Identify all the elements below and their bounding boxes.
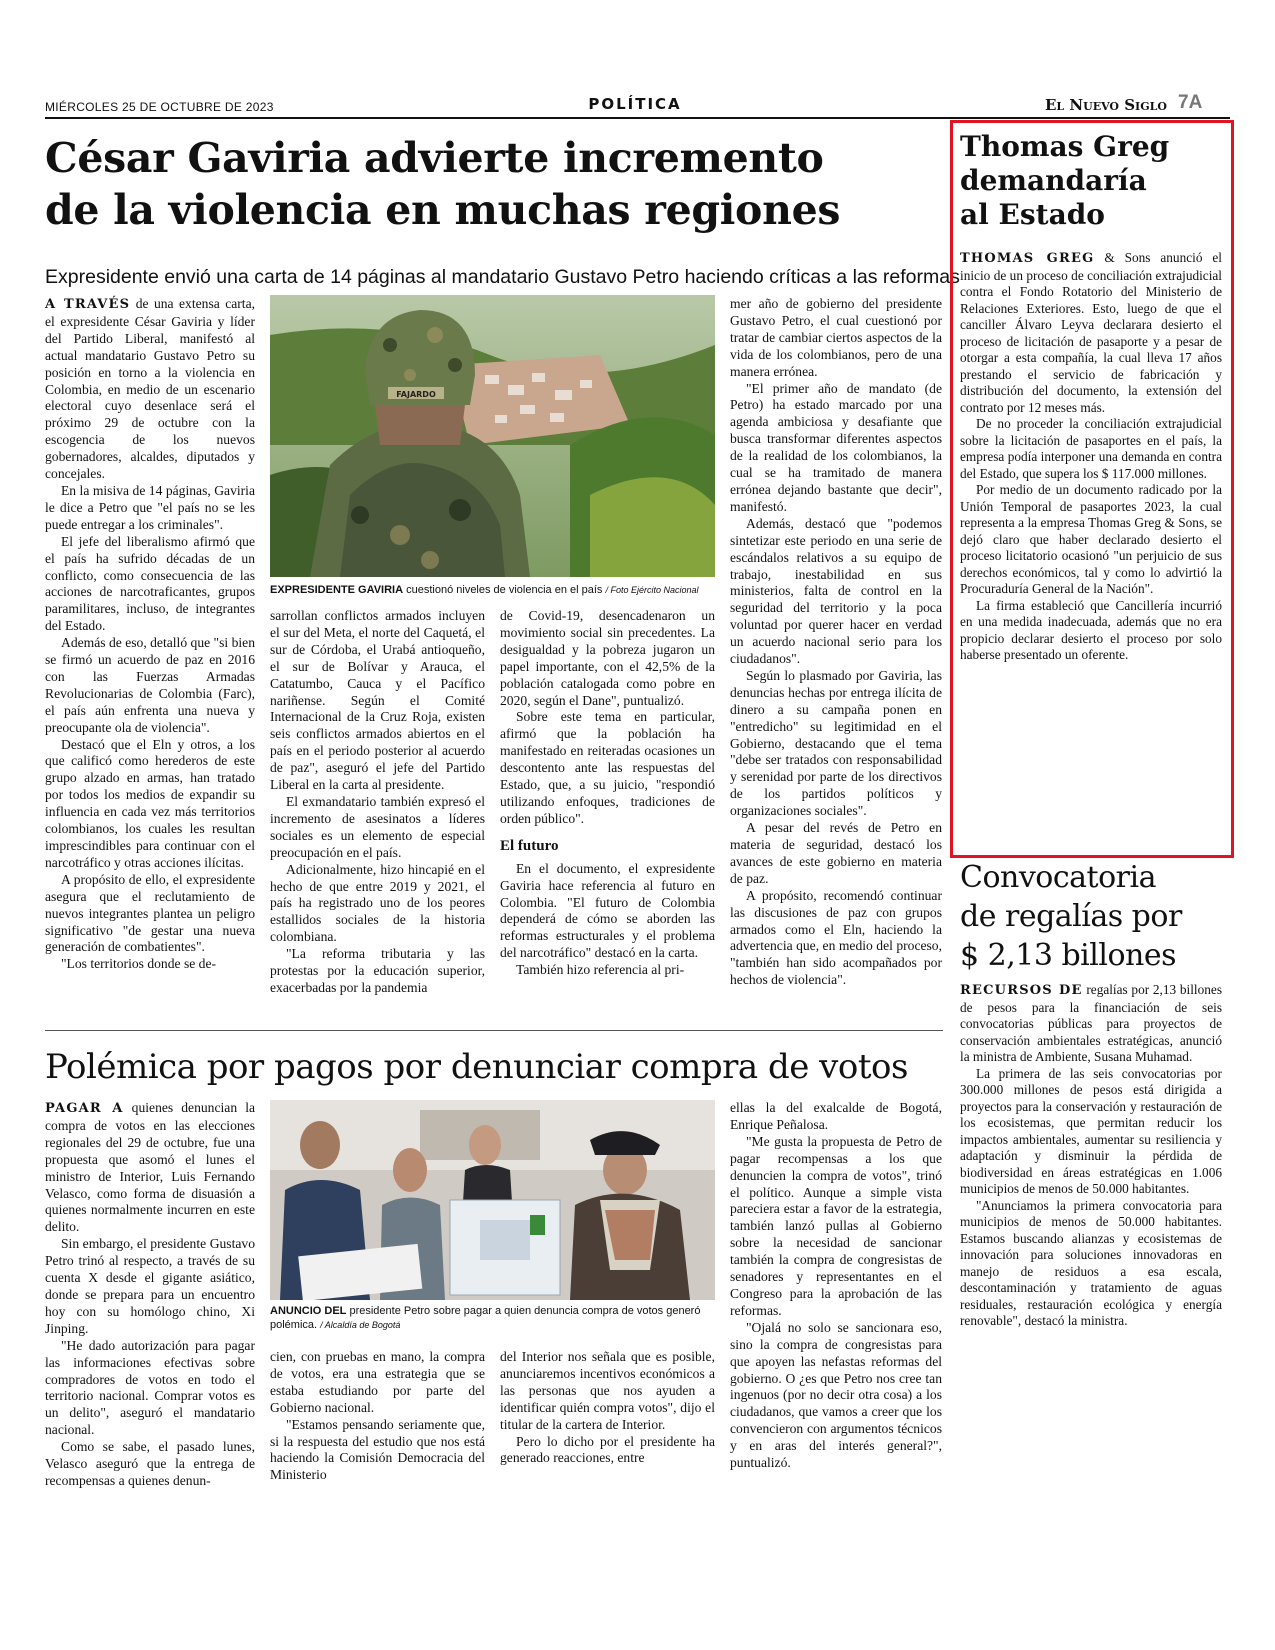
caption-text: cuestionó niveles de violencia en el país — [406, 584, 603, 596]
sidebar2-lead: RECURSOS DE — [960, 983, 1083, 998]
article2-paragraph: "Estamos pensando seriamente que, si la respuesta del estudio que nos está haciendo la Comisión Democracia del Ministerio — [270, 1416, 485, 1483]
article2-paragraph: Sin embargo, el presidente Gustavo Petro trinó al respecto, a través de su cuenta X desde el gigante asiático, donde se prepara para un encuentro hoy con su homólogo chino, Xi Jinping. — [45, 1236, 255, 1336]
article1-paragraph: "La reforma tributaria y las protestas por la educación superior, exacerbadas por la pandemia — [270, 946, 485, 995]
sidebar1-headline — [960, 130, 1225, 232]
sidebar1-headline-line2: demandaría — [960, 164, 1147, 197]
article1-paragraph: A pesar del revés de Petro en materia de seguridad, destacó los avances de este gobierno en materia de paz. — [730, 820, 942, 886]
article2-paragraph: "Ojalá no solo se sancionara eso, sino la compra de congresistas para que apoyen las nefastas reformas del gobierno. O ¿es que Petro nos cree tan ingenuos (por no decir otra cosa) a los ciudadanos, que vamos a creer que los convencieron con argumentos técnicos y en aras del interés general?", puntualizó. — [730, 1319, 942, 1471]
sidebar2-headline-line2: de regalías por — [960, 899, 1182, 934]
article1-paragraph: de Covid-19, desencadenaron un movimiento social sin precedentes. La desigualdad y la pobreza jugaron un papel importante, con el 42,5% de la población catalogada como pobre en 2020, según el Dane", puntualizó. — [500, 608, 715, 708]
caption-text: presidente Petro sobre pagar a quien denuncia compra de votos generó polémica. — [270, 1305, 701, 1331]
sidebar1-lead: THOMAS GREG — [960, 251, 1095, 266]
article1-paragraph: Destacó que el Eln y otros, a los que calificó como herederos de este grupo alzado en armas, han tratado por todos los medios de expandir su influencia en cada vez más territorios colombianos, los cuales les resultan imprescindibles para continuar con el narcotráfico y otras acciones ilícitas. — [45, 736, 255, 870]
sidebar1-body — [960, 250, 1222, 664]
sidebar1-headline-line3: al Estado — [960, 198, 1105, 231]
article1-subtitle: El futuro — [500, 837, 559, 854]
article1-paragraph: Además de eso, detalló que "si bien se firmó un acuerdo de paz en 2016 con las Fuerzas Armadas Revolucionarias de Colombia (Farc), el país aún enfrenta una nueva y preocupante ola de violencia". — [45, 635, 255, 735]
sidebar1-paragraph: Por medio de un documento radicado por la Unión Temporal de pasaportes 2023, la cual representa a la empresa Thomas Greg & Sons, se dejó claro que haber declarado desierto el proceso licitatorio ocasionó "un perjuicio de sus derechos económicos, tal y como lo advirtió la Procuraduría General de la Nación". — [960, 482, 1222, 596]
article1-lead: A TRAVÉS — [45, 297, 131, 312]
sidebar2-headline-line1: Convocatoria — [960, 860, 1156, 895]
article1-paragraph: Adicionalmente, hizo hincapié en el hecho de que entre 2019 y 2021, el país ha registrado uno de los peores estallidos sociales de la historia colombiana. — [270, 861, 485, 945]
sidebar1-headline-line1: Thomas Greg — [960, 130, 1170, 163]
sidebar1-paragraph: De no proceder la conciliación extrajudicial sobre la licitación de pasaportes en el país, la empresa podía interponer una demanda en contra del Estado, que supera los $ 117.000 millones. — [960, 416, 1222, 481]
article1-paragraph: El exmandatario también expresó el incremento de asesinatos a líderes sociales es un elemento de especial preocupación en el país. — [270, 793, 485, 860]
article1-photo-caption — [270, 583, 715, 597]
sidebar1-paragraph: La firma estableció que Cancillería incurrió en una medida inadecuada, además que no era propicio declarar desierto el proceso por solo haberse presentado un oferente. — [960, 597, 1222, 662]
article2-paragraph: Como se sabe, el pasado lunes, Velasco aseguró que la entrega de recompensas a quienes denun- — [45, 1439, 255, 1488]
article1-column-4 — [730, 296, 942, 989]
article2-paragraph: PAGAR A quienes denuncian la compra de votos en las elecciones regionales del 29 de octubre, fue una propuesta que asomó el lunes el ministro de Interior, Luis Fernando Velasco, como forma de disuasión a quienes normalmente incurren en este delito. — [45, 1100, 256, 1235]
article2-paragraph: Pero lo dicho por el presidente ha generado reacciones, entre — [500, 1433, 715, 1466]
article1-paragraph: También hizo referencia al pri- — [516, 962, 685, 978]
article1-paragraph: sarrollan conflictos armados incluyen el sur del Meta, el norte del Caquetá, el sur de Córdoba, el Urabá antioqueño, el sur de Bolívar y Arauca, el Catatumbo, Cauca y el Pacífico nariñense. Según el Comité Internacional de la Cruz Roja, existen seis conflictos armados abiertos en el país en el periodo posterior al acuerdo de paz", aseguró el jefe del Partido Liberal en la carta al presidente. — [270, 608, 485, 793]
article1-paragraph: En el documento, el expresidente Gaviria hace referencia al futuro en Colombia. "El futuro de Colombia dependerá de cómo se aborden las reformas estructurales y el problema del narcotráfico" destacó en la carta. — [500, 860, 715, 961]
sidebar1-paragraph: THOMAS GREG & Sons anunció el inicio de un proceso de conciliación extrajudicial contra el Fondo Rotatorio del Ministerio de Relaciones Exteriores. Esto, luego de que el canciller Álvaro Leyva declarara desierto el proceso de licitación de pasaporte y a pesar de otorgar a esta compañía, la cual lleva 17 años prestando el servicio de fabricación y distribución del documento, la extensión del contrato por 12 meses más. — [960, 250, 1222, 415]
header-rule — [45, 117, 1230, 119]
article2-photo — [270, 1100, 715, 1300]
newspaper-brand: El Nuevo Siglo — [1045, 96, 1167, 114]
section-name: POLÍTICA — [588, 95, 682, 113]
article1-paragraph: En la misiva de 14 páginas, Gaviria le dice a Petro que "el país no se les puede entregar a los criminales". — [45, 482, 255, 532]
sidebar2-headline-line3: $ 2,13 billones — [960, 938, 1176, 973]
article1-headline-line2: de la violencia en muchas regiones — [45, 186, 841, 234]
page-number: 7A — [1178, 92, 1203, 113]
article1-subheadline: Expresidente envió una carta de 14 páginas al mandatario Gustavo Petro haciendo críticas a las reformas — [45, 266, 960, 288]
helmet-name-label: FAJARDO — [396, 390, 436, 399]
article1-column-2 — [270, 608, 485, 997]
article1-column-3 — [500, 608, 715, 979]
sidebar2-paragraph: La primera de las seis convocatorias por 300.000 millones de pesos está dirigida a proyectos para la conservación y restauración de los ecosistemas, que permitan reducir los impactos ambientales, aumentar su resiliencia y adaptación y disminuir la pérdida de biodiversidad en áreas estratégicas en 1.006 municipios de menos de 50.000 habitantes. — [960, 1065, 1222, 1196]
caption-lead: EXPRESIDENTE GAVIRIA — [270, 584, 404, 596]
article1-paragraph: "El primer año de mandato (de Petro) ha estado marcado por una agenda ambiciosa y desafiante que busca transformar diferentes aspectos de la realidad de los colombianos, la cual se ha tramitado de manera errónea dejando bastante que decir", manifestó. — [730, 380, 942, 514]
article2-lead: PAGAR A — [45, 1101, 124, 1116]
article2-column-2 — [270, 1349, 485, 1484]
sidebar2-paragraph: RECURSOS DE regalías por 2,13 billones de pesos para la financiación de seis convocatorias públicas para proyectos de conservación ambientales estratégicas, anunció la ministra de Ambiente, Susana Muhamad. — [960, 982, 1222, 1064]
article1-headline — [45, 132, 965, 236]
article1-photo — [270, 295, 715, 577]
article2-column-4 — [730, 1100, 942, 1472]
caption-lead: ANUNCIO DEL — [270, 1305, 347, 1317]
caption-credit: / Foto Ejército Nacional — [605, 585, 699, 595]
voting-photo-illustration — [270, 1100, 715, 1300]
issue-date: MIÉRCOLES 25 DE OCTUBRE DE 2023 — [45, 100, 274, 114]
article1-paragraph: "Los territorios donde se de- — [61, 956, 217, 972]
article2-column-3 — [500, 1349, 715, 1467]
article1-paragraph: Sobre este tema en particular, afirmó que la población ha manifestado en reiteradas ocasiones un descontento ante las respuestas del Estado, que, a su juicio, "respondió utilizando enfoques, tradiciones de orden público". — [500, 709, 715, 826]
article2-paragraph: "He dado autorización para pagar las informaciones efectivas sobre compradores de votos en todo el territorio nacional. Comprar votos es un delito", aseguró el mandatario nacional. — [45, 1337, 255, 1438]
article1-paragraph: Además, destacó que "podemos sintetizar este periodo en una serie de escándalos relativos a su equipo de trabajo, inestabilidad en sus ministerios, falta de control en la seguridad del territorio y la poca voluntad por querer hacer en verdad un acuerdo nacional serio para los ciudadanos". — [730, 515, 942, 667]
article2-column-1 — [45, 1100, 255, 1490]
article1-column-1 — [45, 296, 255, 973]
sidebar2-body — [960, 982, 1222, 1330]
article1-paragraph: A TRAVÉS de una extensa carta, el expresidente César Gaviria y líder del Partido Liberal, manifestó al actual mandatario Gustavo Petro su posición en torno a la violencia en Colombia, en medio de un escenario electoral cuyo desenlace será el próximo 29 de octubre con la escogencia de los nuevos gobernadores, alcaldes, diputados y concejales. — [45, 296, 255, 482]
sidebar2-headline — [960, 858, 1230, 975]
article1-paragraph: A propósito de ello, el expresidente asegura que el reclutamiento de nuevos integrantes plantea un peligro significativo "de gestar una nueva generación de combatientes". — [45, 871, 255, 955]
article2-paragraph: ellas la del exalcalde de Bogotá, Enrique Peñalosa. — [730, 1100, 942, 1132]
article2-paragraph: del Interior nos señala que es posible, anunciaremos incentivos económicos a las personas que nos ayuden a identificar quién compra votos", dijo el titular de la cartera de Interior. — [500, 1349, 715, 1432]
article2-photo-caption — [270, 1304, 715, 1332]
article1-paragraph: mer año de gobierno del presidente Gustavo Petro, el cual cuestionó por tratar de cambiar ciertos aspectos de la vida de los colombianos, pero de una manera errónea. — [730, 296, 942, 379]
article1-headline-line1: César Gaviria advierte incremento — [45, 134, 824, 182]
article1-paragraph: El jefe del liberalismo afirmó que el país ha sufrido décadas de un conflicto, como consecuencia de las acciones de narcotraficantes, grupos paramilitares, incluso, de integrantes del Estado. — [45, 533, 255, 634]
article1-paragraph: A propósito, recomendó continuar las discusiones de paz con grupos armados como el Eln, haciendo la advertencia que, en medio del proceso, "también han sido acompañados por hechos de violencia". — [730, 887, 942, 988]
soldier-photo-illustration — [270, 295, 715, 577]
sidebar2-paragraph: "Anunciamos la primera convocatoria para municipios de menos de 50.000 habitantes. Estamos buscando alianzas y ecosistemas de innovación para soluciones innovadoras en manejo de residuos a esa escala, descontaminación y tratamiento de aguas residuales, restauración ecológica y energía renovable", destacó la ministra. — [960, 1197, 1222, 1328]
article1-paragraph: Según lo plasmado por Gaviria, las denuncias hechas por entrega ilícita de dinero a su campaña ponen en "entredicho" su legitimidad en el Gobierno, destacando que el tema "debe ser tratados con responsabilidad y serenidad por parte de los directivos de los partidos políticos y organizaciones sociales". — [730, 667, 942, 819]
caption-credit: / Alcaldía de Bogotá — [320, 1320, 401, 1330]
article2-headline: Polémica por pagos por denunciar compra de votos — [45, 1047, 908, 1087]
article-divider — [45, 1030, 943, 1031]
article2-paragraph: "Me gusta la propuesta de Petro de pagar recompensas a los que denuncien la compra de votos", trinó el político. Aunque a simple vista pareciera estar a favor de la estrategia, también lanzó pullas al Gobierno sobre la necesidad de sancionar también la compra de congresistas de senadores y representantes en el Congreso para la aprobación de las reformas. — [730, 1133, 942, 1318]
article2-paragraph: cien, con pruebas en mano, la compra de votos, era una estrategia que se estaba estudiando por parte del Gobierno nacional. — [270, 1349, 485, 1415]
